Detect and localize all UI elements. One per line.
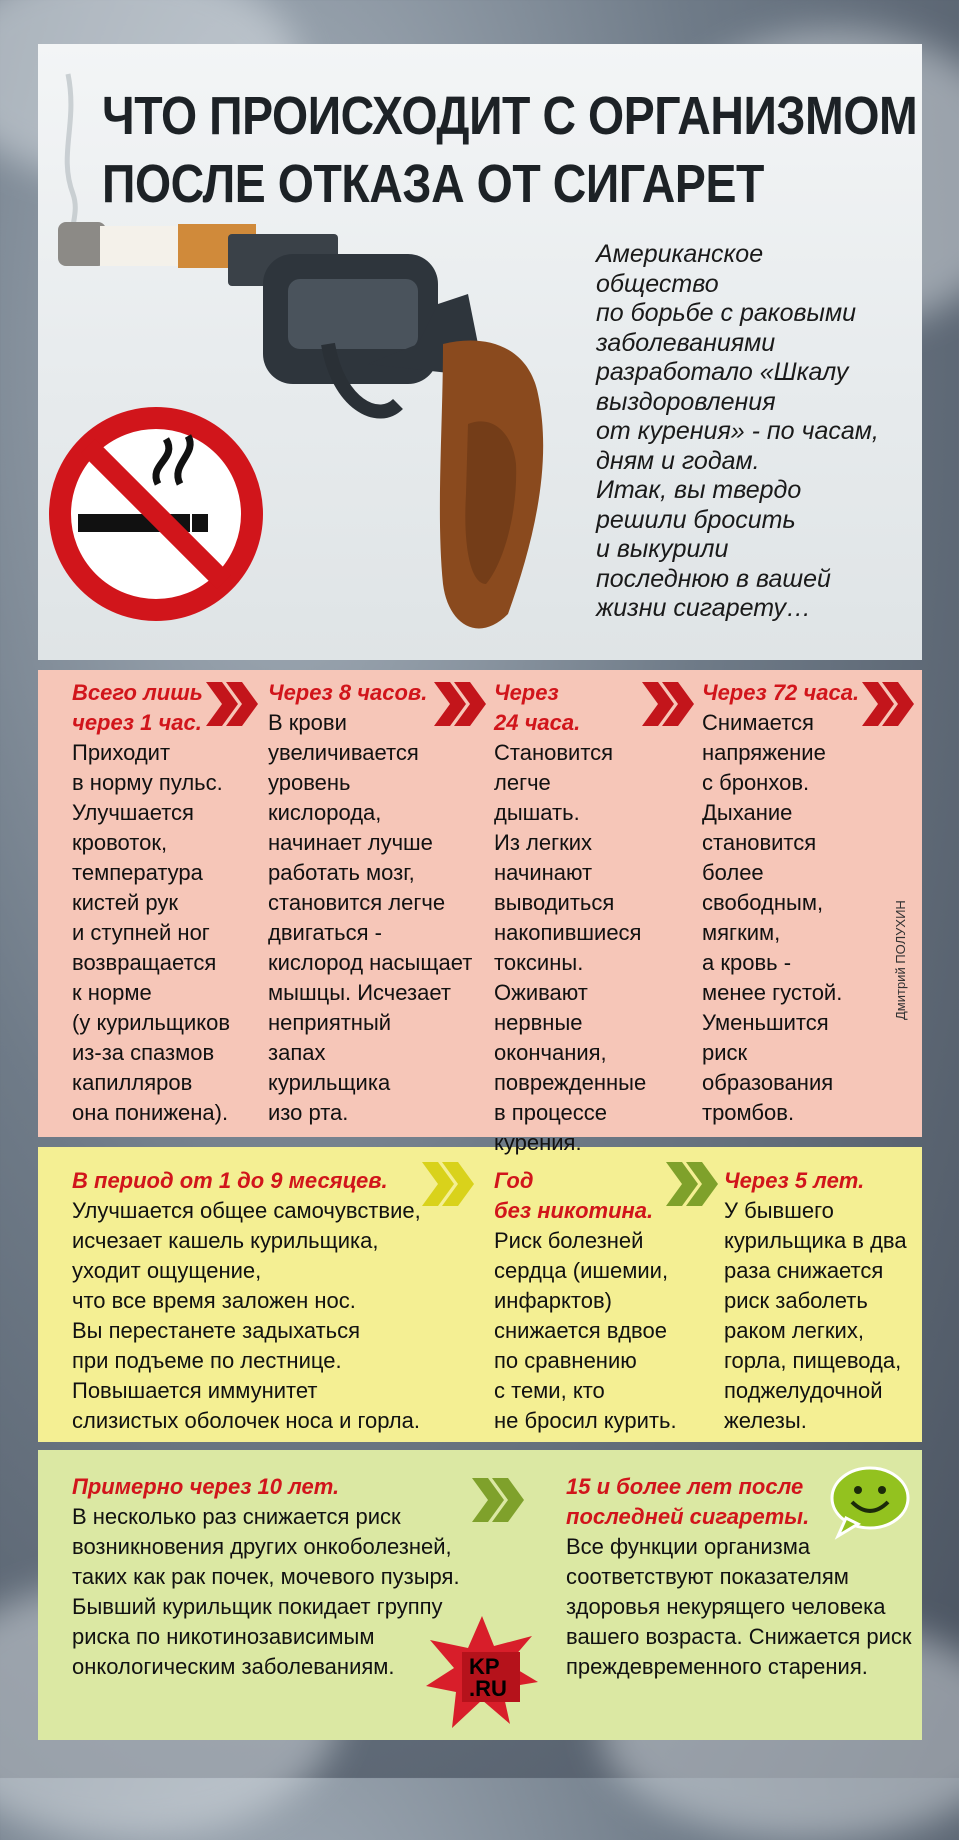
intro-line: последнюю в вашей — [596, 564, 831, 593]
intro-line: по борьбе с раковыми — [596, 299, 856, 327]
stage-10-years — [72, 1472, 482, 1682]
stage-heading: Год без никотина. — [494, 1168, 654, 1223]
intro-line: общество — [596, 269, 719, 298]
stage-text: В крови увеличивается уровень кислорода, начинает лучше работать мозг, становится легче двигаться - кислород насыщает мышцы. Исчезает неприятный запах курильщика изо рта. — [268, 710, 473, 1125]
chevron-right-icon — [420, 1160, 476, 1208]
smiley-face-icon — [828, 1466, 912, 1540]
stage-heading: Через 5 лет. — [724, 1168, 865, 1193]
chevron-right-icon — [432, 680, 488, 728]
stage-text: Риск болезней сердца (ишемии, инфарктов) снижается вдвое по сравнению с теми, кто не бросил курить. — [494, 1228, 677, 1433]
stage-5-years — [724, 1166, 914, 1436]
no-smoking-sign — [60, 418, 252, 610]
intro-line: заболеваниями — [596, 328, 776, 357]
stage-heading: Всего лишь через 1 час. — [72, 680, 203, 735]
stage-1-year — [494, 1166, 684, 1436]
intro-line: Американское — [596, 240, 764, 268]
logo-text: .RU — [469, 1676, 507, 1701]
intro-line: Итак, вы твердо — [596, 476, 802, 504]
intro-line: разработало «Шкалу — [596, 358, 849, 386]
stage-heading: Через 72 часа. — [702, 680, 860, 705]
chevron-right-icon — [204, 680, 260, 728]
intro-text — [596, 240, 916, 624]
intro-line: решили бросить — [596, 505, 796, 534]
stage-24-hours — [494, 678, 674, 1158]
stage-text: Все функции организма соответствуют показателям здоровья некурящего человека вашего возраста. Снижается риск преждевременного старения. — [566, 1534, 912, 1679]
stage-text: У бывшего курильщика в два раза снижается риск заболеть раком легких, горла, пищевода, поджелудочной железы. — [724, 1198, 907, 1433]
stage-heading: Через 8 часов. — [268, 680, 428, 705]
author-credit: Дмитрий ПОЛУХИН — [893, 900, 908, 1020]
stage-1-9-months — [72, 1166, 432, 1436]
title-line-1: ЧТО ПРОИСХОДИТ С ОРГАНИЗМОМ — [102, 86, 918, 146]
title-line-2: ПОСЛЕ ОТКАЗА ОТ СИГАРЕТ — [102, 154, 764, 214]
header-panel — [38, 44, 922, 660]
logo-text: KP — [469, 1654, 500, 1679]
kp-ru-logo — [422, 1612, 542, 1732]
stage-text: Становится легче дышать. Из легких начинают выводиться накопившиеся токсины. Оживают нервные окончания, поврежденные в процессе курения. — [494, 740, 647, 1155]
cigarette-paper — [100, 226, 180, 266]
stage-heading: 15 и более лет после последней сигареты. — [566, 1474, 810, 1529]
stage-heading: Через 24 часа. — [494, 680, 581, 735]
stage-heading: Примерно через 10 лет. — [72, 1474, 340, 1499]
chevron-right-icon — [860, 680, 916, 728]
stage-72-hours — [702, 678, 872, 1128]
stage-text: В несколько раз снижается риск возникновения других онкоболезней, таких как рак почек, мочевого пузыря. Бывший курильщик покидает группу риска по никотинозависимым онкологическим заболеваниям. — [72, 1504, 460, 1679]
stage-8-hours — [268, 678, 478, 1128]
intro-line: от курения» - по часам, — [596, 417, 879, 445]
page-title — [102, 82, 918, 218]
chevron-right-icon — [470, 1476, 526, 1524]
stage-1-hour — [72, 678, 242, 1128]
intro-line: дням и годам. — [596, 446, 760, 475]
stage-heading: В период от 1 до 9 месяцев. — [72, 1168, 388, 1193]
chevron-right-icon — [664, 1160, 720, 1208]
intro-line: и выкурили — [596, 535, 729, 563]
intro-line: жизни сигарету… — [596, 594, 811, 622]
stage-text: Улучшается общее самочувствие, исчезает кашель курильщика, уходит ощущение, что все время заложен нос. Вы перестанете задыхаться при подъеме по лестнице. Повышается иммунитет слизистых оболочек носа и горла. — [72, 1198, 421, 1433]
intro-line: выздоровления — [596, 387, 776, 416]
stage-text: Приходит в норму пульс. Улучшается кровоток, температура кистей рук и ступней ног возвращается к норме (у курильщиков из-за спазмов капилляров она понижена). — [72, 740, 231, 1125]
chevron-right-icon — [640, 680, 696, 728]
stage-text: Снимается напряжение с бронхов. Дыхание становится более свободным, мягким, а кровь - менее густой. Уменьшится риск образования тромбов. — [702, 710, 843, 1125]
cigarette-ash — [58, 222, 106, 266]
